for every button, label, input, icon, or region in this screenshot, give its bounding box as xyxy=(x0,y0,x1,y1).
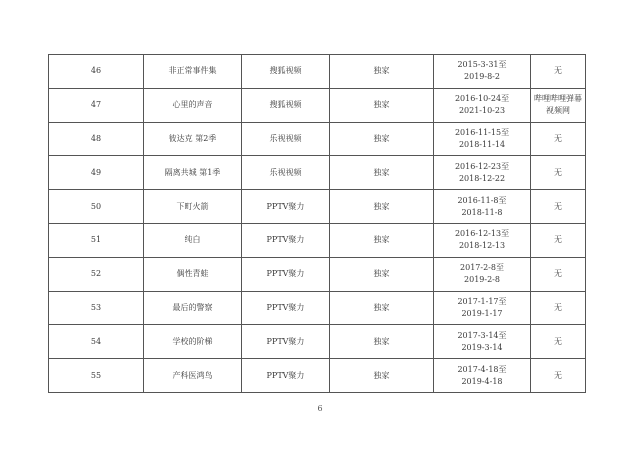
period-start: 2017-3-14至 xyxy=(457,330,507,340)
sublicense: 无 xyxy=(531,122,586,156)
table-row xyxy=(49,257,586,291)
sublicense: 无 xyxy=(531,190,586,224)
program-title: 隔离共城 第1季 xyxy=(144,156,242,190)
license-period xyxy=(434,88,531,122)
platform: PPTV聚力 xyxy=(242,257,330,291)
row-number: 52 xyxy=(49,257,144,291)
row-number: 54 xyxy=(49,325,144,359)
sublicense: 无 xyxy=(531,156,586,190)
table-row xyxy=(49,55,586,89)
program-title: 心里的声音 xyxy=(144,88,242,122)
sublicense: 无 xyxy=(531,55,586,89)
table-row xyxy=(49,325,586,359)
period-end: 2019-8-2 xyxy=(464,72,500,82)
period-start: 2017-4-18至 xyxy=(457,364,507,374)
period-start: 2015-3-31至 xyxy=(457,60,507,70)
sublicense: 无 xyxy=(531,223,586,257)
period-start: 2016-11-15至 xyxy=(454,127,510,137)
program-title: 下町火箭 xyxy=(144,190,242,224)
program-title: 学校的阶梯 xyxy=(144,325,242,359)
license-type: 独家 xyxy=(330,122,434,156)
row-number: 48 xyxy=(49,122,144,156)
license-period xyxy=(434,55,531,89)
table-row xyxy=(49,156,586,190)
license-type: 独家 xyxy=(330,359,434,393)
license-type: 独家 xyxy=(330,55,434,89)
license-type: 独家 xyxy=(330,88,434,122)
license-period xyxy=(434,257,531,291)
program-title: 产科医鸿鸟 xyxy=(144,359,242,393)
program-title: 偶性青蛙 xyxy=(144,257,242,291)
license-period xyxy=(434,325,531,359)
table-row xyxy=(49,223,586,257)
platform: PPTV聚力 xyxy=(242,325,330,359)
program-title: 最后的警察 xyxy=(144,291,242,325)
sublicense: 哔哩哔哩弹幕视频网 xyxy=(531,88,586,122)
license-period xyxy=(434,156,531,190)
license-table xyxy=(48,54,586,393)
period-start: 2017-2-8至 xyxy=(460,263,504,273)
license-period xyxy=(434,190,531,224)
table-body xyxy=(49,55,586,393)
period-start: 2016-12-13至 xyxy=(454,229,510,239)
license-type: 独家 xyxy=(330,190,434,224)
license-period xyxy=(434,223,531,257)
program-title: 非正常事件集 xyxy=(144,55,242,89)
license-period xyxy=(434,359,531,393)
period-start: 2016-11-8至 xyxy=(457,195,507,205)
platform: PPTV聚力 xyxy=(242,291,330,325)
period-start: 2016-12-23至 xyxy=(454,161,510,171)
sublicense: 无 xyxy=(531,291,586,325)
period-end: 2018-11-8 xyxy=(461,207,503,217)
platform: 乐视视频 xyxy=(242,122,330,156)
sublicense: 无 xyxy=(531,257,586,291)
platform: PPTV聚力 xyxy=(242,190,330,224)
table-row xyxy=(49,291,586,325)
platform: PPTV聚力 xyxy=(242,359,330,393)
license-period xyxy=(434,291,531,325)
row-number: 55 xyxy=(49,359,144,393)
period-start: 2016-10-24至 xyxy=(454,94,510,104)
row-number: 50 xyxy=(49,190,144,224)
period-end: 2019-2-8 xyxy=(464,275,500,285)
row-number: 51 xyxy=(49,223,144,257)
sublicense: 无 xyxy=(531,359,586,393)
program-title: 彼达克 第2季 xyxy=(144,122,242,156)
period-end: 2019-3-14 xyxy=(461,342,503,352)
table-row xyxy=(49,88,586,122)
period-end: 2019-1-17 xyxy=(461,308,503,318)
license-type: 独家 xyxy=(330,156,434,190)
platform: PPTV聚力 xyxy=(242,223,330,257)
table-row xyxy=(49,359,586,393)
license-type: 独家 xyxy=(330,325,434,359)
table-row xyxy=(49,190,586,224)
platform: 搜狐视频 xyxy=(242,88,330,122)
row-number: 46 xyxy=(49,55,144,89)
license-period xyxy=(434,122,531,156)
license-type: 独家 xyxy=(330,223,434,257)
period-end: 2018-12-22 xyxy=(458,173,506,183)
row-number: 53 xyxy=(49,291,144,325)
period-end: 2021-10-23 xyxy=(458,106,506,116)
platform: 搜狐视频 xyxy=(242,55,330,89)
period-end: 2018-11-14 xyxy=(458,139,506,149)
page-number: 6 xyxy=(317,404,323,413)
period-end: 2019-4-18 xyxy=(461,376,503,386)
program-title: 纯白 xyxy=(144,223,242,257)
license-type: 独家 xyxy=(330,257,434,291)
license-type: 独家 xyxy=(330,291,434,325)
sublicense: 无 xyxy=(531,325,586,359)
row-number: 47 xyxy=(49,88,144,122)
table-row xyxy=(49,122,586,156)
platform: 乐视视频 xyxy=(242,156,330,190)
row-number: 49 xyxy=(49,156,144,190)
period-start: 2017-1-17至 xyxy=(457,296,507,306)
period-end: 2018-12-13 xyxy=(458,241,506,251)
